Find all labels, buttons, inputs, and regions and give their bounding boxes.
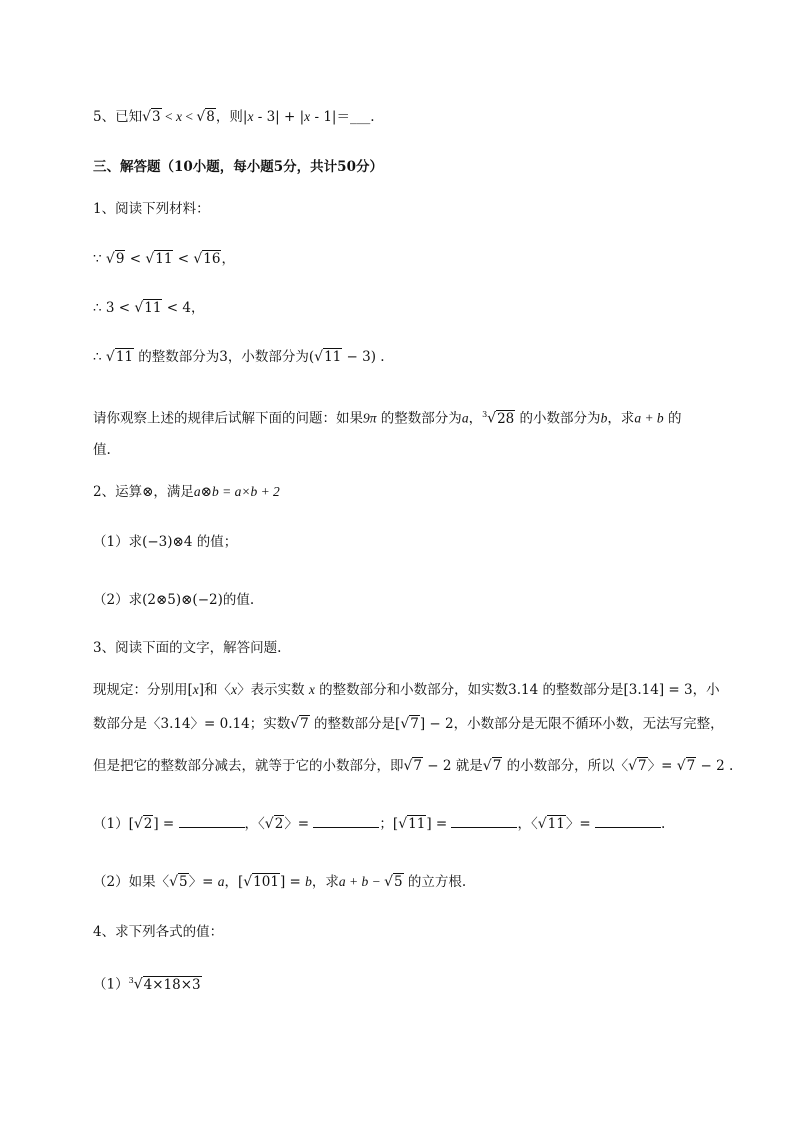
problem-4-sub-1: $(1)^3√4\times 18\times 3$ bbox=[93, 971, 202, 995]
problem-3-para-line-2: 数部分是〈3.14〉= 0.14；实数√7 的整数部分是[√7] − 2，小数部分是无限不循环小数，无法写完整， bbox=[93, 716, 724, 732]
sqrt-7: √7 bbox=[400, 716, 419, 732]
sqrt-5: √5 bbox=[169, 874, 188, 890]
problem-2-intro: 2、运算⊗，满足a⊗b = a×b + 2 bbox=[93, 484, 280, 500]
problem-1-line-1: ∵ √9 < √11 < √16， bbox=[93, 251, 235, 267]
question-5: 5、已知√3 < x < √8，则|x - 3| + |x - 1|＝___. bbox=[93, 109, 375, 125]
sqrt-16: √16 bbox=[193, 251, 221, 267]
sqrt-5: √5 bbox=[384, 874, 403, 890]
problem-1-question: 请你观察上述的规律后试解下面的问题：如果9π 的整数部分为a，$^3$√28 的小数部分为b，求a + b 的 bbox=[93, 405, 681, 429]
sqrt-11: √11 bbox=[398, 816, 426, 832]
sqrt-7: √7 bbox=[290, 716, 309, 732]
cube-root-expression: $^3$√4×18×3 bbox=[128, 976, 201, 993]
sqrt-2: √2 bbox=[133, 816, 153, 832]
problem-4-intro: 4、求下列各式的值： bbox=[93, 924, 224, 940]
problem-2-sub-2: （2）求(2⊗5)⊗(−2)的值. bbox=[93, 592, 255, 608]
sqrt-9: √9 bbox=[105, 251, 125, 267]
problem-2-sub-1: （1）求(−3)⊗4 的值； bbox=[93, 534, 238, 550]
sqrt-11: √11 bbox=[134, 300, 162, 316]
problem-3-sub-1: （1）[√2] = ，〈√2〉= ；[√11] = ，〈√11〉= . bbox=[93, 816, 666, 832]
problem-3-intro: 3、阅读下面的文字，解答问题. bbox=[93, 640, 282, 656]
answer-blank-1[interactable] bbox=[179, 827, 245, 828]
problem-3-sub-2: （2）如果〈√5〉= a，[√101] = b，求a + b − √5 的立方根. bbox=[93, 874, 467, 890]
sqrt-2: √2 bbox=[264, 816, 284, 832]
cube-root-28: $^3$√28 bbox=[482, 410, 515, 427]
section-heading: 三、解答题（10小题，每小题5分，共计50分） bbox=[93, 159, 383, 175]
sqrt-11: √11 bbox=[314, 349, 342, 365]
sqrt-101: √101 bbox=[243, 874, 279, 890]
sqrt-11: √11 bbox=[145, 251, 173, 267]
problem-3-para-line-3: 但是把它的整数部分减去，就等于它的小数部分，即√7 − 2 就是√7 的小数部分，所以〈√7〉= √7 − 2 . bbox=[93, 758, 734, 774]
sqrt-7: √7 bbox=[628, 758, 647, 774]
sqrt-7: √7 bbox=[676, 758, 696, 774]
sqrt-7: √7 bbox=[403, 758, 423, 774]
answer-blank-3[interactable] bbox=[451, 827, 517, 828]
sqrt-8: √8 bbox=[196, 109, 215, 125]
answer-blank-4[interactable] bbox=[595, 827, 661, 828]
problem-1-line-2: ∴ 3 < √11 < 4， bbox=[93, 300, 205, 316]
problem-1-question-cont: 值. bbox=[93, 442, 111, 458]
answer-blank-2[interactable] bbox=[313, 827, 379, 828]
problem-1-line-3: ∴ √11 的整数部分为3，小数部分为(√11 − 3) . bbox=[93, 349, 385, 365]
problem-1-intro: 1、阅读下列材料： bbox=[93, 201, 210, 217]
sqrt-7: √7 bbox=[482, 758, 502, 774]
problem-3-para-line-1: 现规定：分别用[x]和〈x〉表示实数 x 的整数部分和小数部分，如实数3.14 的整数部分是[3.14] = 3，小 bbox=[93, 682, 720, 698]
sqrt-11: √11 bbox=[105, 349, 133, 365]
sqrt-3: √3 bbox=[142, 109, 161, 125]
sqrt-11: √11 bbox=[537, 816, 565, 832]
